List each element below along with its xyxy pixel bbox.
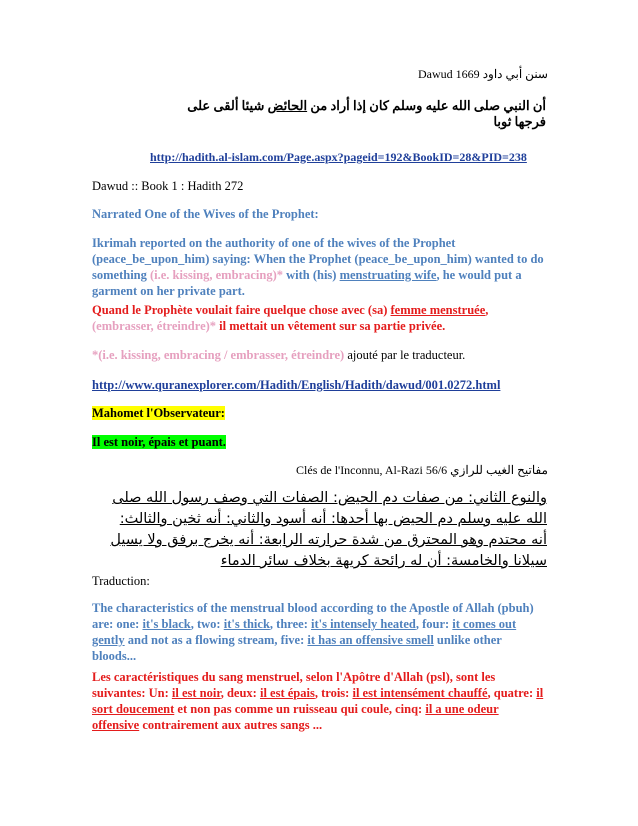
english-translation-text: , four: (415, 617, 453, 631)
hadith-reference-header (92, 66, 548, 82)
english-translation-text: , two: (190, 617, 224, 631)
arabic-hadith-part: شيئا ألقى على فرجها ثوبا (187, 98, 546, 129)
observer-heading-line (92, 405, 548, 421)
translator-note-text: ajouté par le traducteur. (344, 348, 466, 362)
french-translation-text: et non pas comme un ruisseau qui coule, cinq: (174, 702, 426, 716)
arabic-tafsir-line: أنه محتدم وهو المحترق من شدة حرارته الرابعة: أنه يخرج برفق ولا يسيل (110, 532, 547, 548)
quranexplorer-link[interactable]: http://www.quranexplorer.com/Hadith/English/Hadith/dawud/001.0272.html (92, 378, 501, 392)
reference-arabic: سنن أبي داود (482, 67, 548, 81)
english-translation-text: unlike other bloods... (92, 633, 502, 663)
english-translation-underlined: it's black (142, 617, 191, 631)
english-hadith-underlined: menstruating wife (339, 268, 437, 282)
french-translation-text: , trois: (314, 686, 353, 700)
arabic-tafsir-line: الله عليه وسلم دم الحيض بها أحدها: أنه أسود والثاني: أنه ثخين والثالث: (119, 511, 547, 527)
english-hadith-text: , he would put a garment on her private part. (92, 268, 522, 298)
french-translation-underlined: il sort doucement (92, 686, 544, 716)
razi-reference-arabic: مفاتيح الغيب للرازي (450, 463, 548, 477)
arabic-hadith-part: أن النبي صلى الله عليه وسلم كان إذا أراد من (307, 98, 546, 113)
french-translation-text: , deux: (220, 686, 260, 700)
french-hadith-underlined: femme menstruée (390, 303, 486, 317)
arabic-tafsir-line: سيلانا والخامسة: أن له رائحة كريهة بخلاف سائر الدماء (220, 553, 547, 569)
french-translation-text: , quatre: (487, 686, 537, 700)
verdict-text: Il est noir, épais et puant. (92, 435, 226, 449)
french-translation-underlined: il est intensément chauffé (352, 686, 488, 700)
translator-note (92, 347, 548, 363)
hadith-al-islam-link-line (150, 149, 550, 165)
english-hadith-gloss: (i.e. kissing, embracing)* (150, 268, 283, 282)
razi-reference (92, 462, 548, 478)
verdict-line (92, 434, 548, 450)
arabic-tafsir-text (95, 488, 547, 572)
arabic-hadith-text (160, 98, 546, 130)
hadith-al-islam-link[interactable]: http://hadith.al-islam.com/Page.aspx?pageid=192&BookID=28&PID=238 (150, 150, 527, 164)
arabic-hadith-underlined: الحائض (267, 98, 308, 113)
english-hadith-paragraph (92, 235, 548, 299)
english-translation-text: , three: (269, 617, 311, 631)
french-hadith-gloss: (embrasser, étreindre)* (92, 319, 217, 333)
english-hadith-text: with (his) (282, 268, 340, 282)
french-hadith-text: Quand le Prophète voulait faire quelque chose avec (sa) (92, 303, 391, 317)
english-hadith-text: Ikrimah reported on the authority of one of the wives of the Prophet (peace_be_upon_him) saying: When the Prophet (peace_be_upon_him) wanted to do something (92, 236, 544, 282)
english-translation-underlined: it comes out gently (92, 617, 517, 647)
quranexplorer-link-line (92, 377, 548, 393)
traduction-label: Traduction: (92, 574, 150, 588)
french-translation-paragraph (92, 669, 548, 733)
french-translation-underlined: il est épais (259, 686, 315, 700)
english-translation-paragraph (92, 600, 548, 664)
english-translation-underlined: it's intensely heated (310, 617, 416, 631)
french-hadith-text: , (485, 303, 489, 317)
english-translation-text: The characteristics of the menstrual blood according to the Apostle of Allah (pbuh) are: one: (92, 601, 534, 631)
observer-heading: Mahomet l'Observateur: (92, 406, 225, 420)
english-translation-underlined: it has an offensive smell (307, 633, 434, 647)
arabic-tafsir-line: والنوع الثاني: من صفات دم الحيض: الصفات التي وصف رسول الله صلى (112, 490, 547, 506)
translator-note-gloss: *(i.e. kissing, embracing / embrasser, étreindre) (92, 348, 345, 362)
french-translation-text: Les caractéristiques du sang menstruel, selon l'Apôtre d'Allah (psl), sont les suivantes: Un: (92, 670, 496, 700)
french-translation-text: contrairement aux autres sangs ... (139, 718, 323, 732)
french-hadith-paragraph (92, 302, 548, 334)
french-translation-underlined: il est noir (171, 686, 221, 700)
reference-latin: Dawud 1669 (418, 67, 480, 81)
french-translation-underlined: il a une odeur offensive (92, 702, 499, 732)
english-translation-text: and not as a flowing stream, five: (124, 633, 308, 647)
book-reference: Dawud :: Book 1 : Hadith 272 (92, 179, 244, 193)
narrated-heading: Narrated One of the Wives of the Prophet: (92, 207, 319, 221)
french-hadith-text: il mettait un vêtement sur sa partie privée. (216, 319, 446, 333)
english-translation-underlined: it's thick (223, 617, 270, 631)
razi-reference-latin: Clés de l'Inconnu, Al-Razi 56/6 (296, 463, 448, 477)
